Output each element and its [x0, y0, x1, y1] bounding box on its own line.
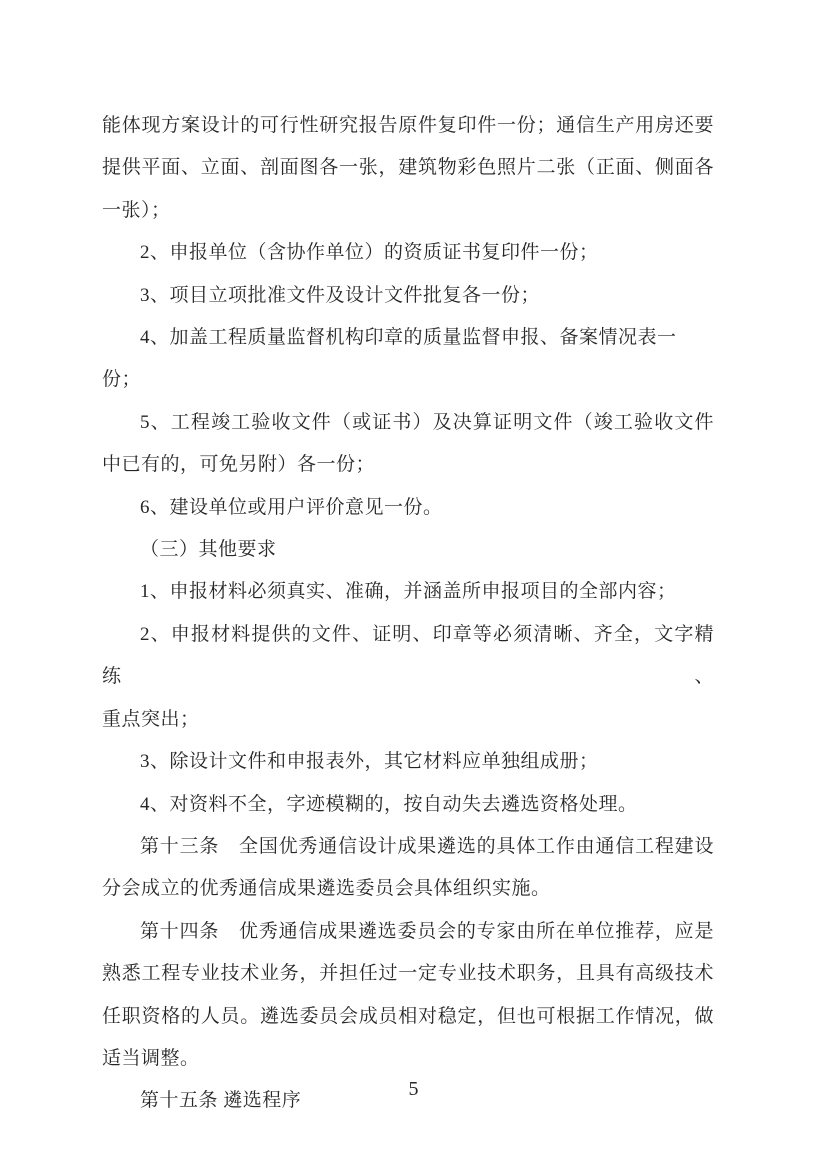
text-line: 4、对资料不全，字迹模糊的，按自动失去遴选资格处理。 — [140, 793, 638, 815]
text-line: 分会成立的优秀通信成果遴选委员会具体组织实施。 — [102, 878, 551, 900]
page-number: 5 — [408, 1078, 419, 1100]
article-13-line: 第十三条 全国优秀通信设计成果遴选的具体工作由通信工程建设 — [140, 835, 714, 857]
section-heading: （三）其他要求 — [140, 539, 277, 561]
text-line: 1、申报材料必须真实、准确，并涵盖所申报项目的全部内容； — [140, 581, 677, 603]
text-line: 3、除设计文件和申报表外，其它材料应单独组成册； — [140, 751, 599, 773]
text-line: 4、加盖工程质量监督机构印章的质量监督申报、备案情况表一份； — [102, 327, 677, 391]
text-line: 2、申报单位（含协作单位）的资质证书复印件一份； — [140, 242, 599, 264]
text-line: 重点突出； — [102, 708, 200, 730]
text-line: 3、项目立项批准文件及设计文件批复各一份； — [140, 284, 541, 306]
text-line: 适当调整。 — [102, 1047, 200, 1069]
text-line: 一张）； — [102, 199, 171, 221]
document-body — [102, 105, 714, 1123]
article-14-line: 第十四条 优秀通信成果遴选委员会的专家由所在单位推荐，应是 — [140, 920, 714, 942]
text-line: 能体现方案设计的可行性研究报告原件复印件一份；通信生产用房还要 — [102, 115, 714, 136]
article-15-heading: 第十五条 遴选程序 — [140, 1090, 302, 1112]
text-line: 任职资格的人员。遴选委员会成员相对稳定，但也可根据工作情况，做 — [102, 1005, 714, 1027]
text-line: 6、建设单位或用户评价意见一份。 — [140, 496, 443, 518]
text-line: 5、工程竣工验收文件（或证书）及决算证明文件（竣工验收文件 — [140, 411, 714, 433]
text-line: 2、申报材料提供的文件、证明、印章等必须清晰、齐全，文字精练、 — [102, 623, 714, 688]
text-line: 熟悉工程专业技术业务，并担任过一定专业技术职务，且具有高级技术 — [102, 963, 714, 985]
text-line: 中已有的，可免另附）各一份； — [102, 454, 376, 476]
text-line: 提供平面、立面、剖面图各一张，建筑物彩色照片二张（正面、侧面各 — [102, 157, 714, 179]
